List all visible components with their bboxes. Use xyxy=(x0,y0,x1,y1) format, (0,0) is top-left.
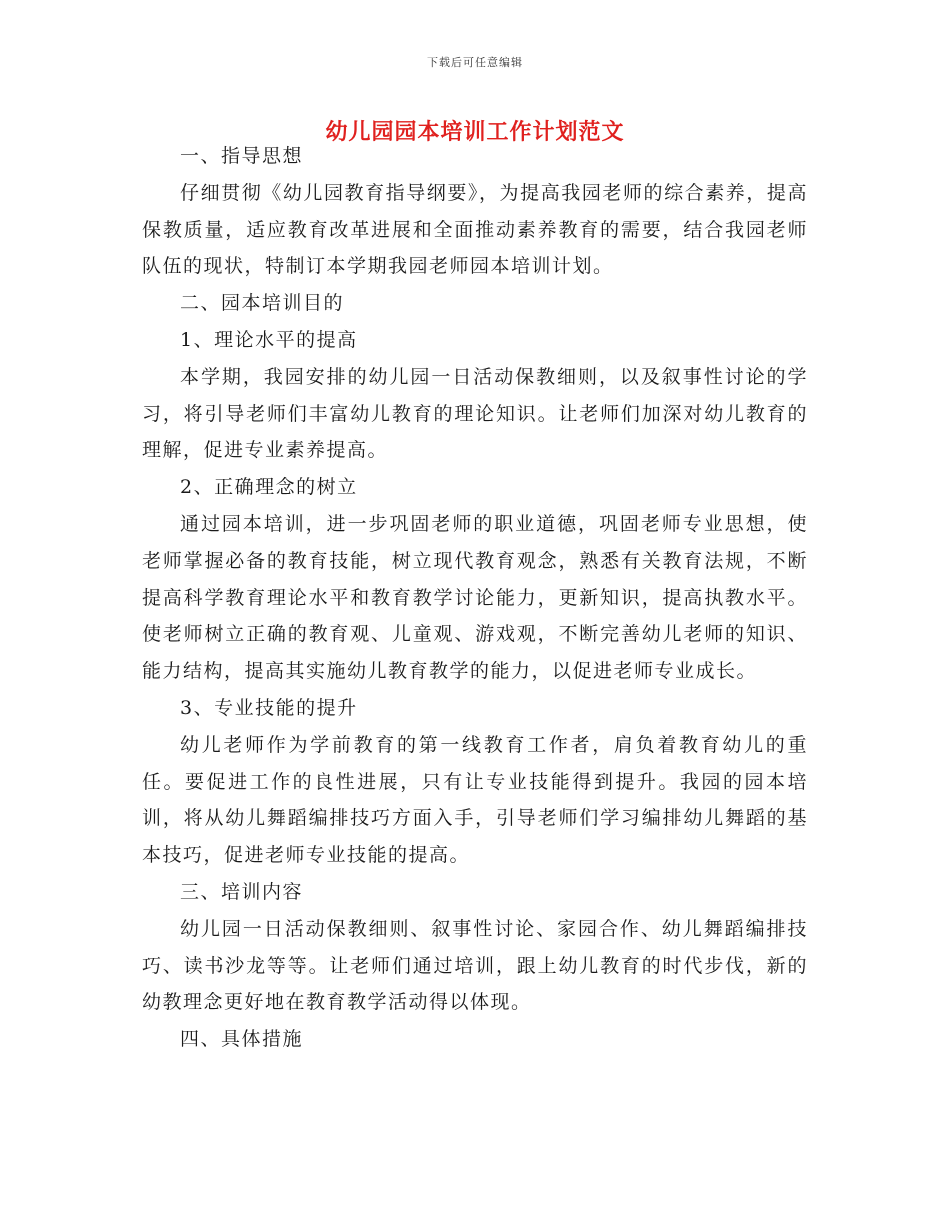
section-heading: 一、指导思想 xyxy=(180,145,304,167)
body-paragraph: 幼儿园一日活动保教细则、叙事性讨论、家园合作、幼儿舞蹈编排技巧、读书沙龙等等。让老师们通过培训，跟上幼儿教育的时代步伐，新的幼教理念更好地在教育教学活动得以体现。 xyxy=(142,917,808,1014)
document-body xyxy=(142,138,808,1058)
body-paragraph: 幼儿老师作为学前教育的第一线教育工作者，肩负着教育幼儿的重任。要促进工作的良性进展，只有让专业技能得到提升。我园的园本培训，将从幼儿舞蹈编排技巧方面入手，引导老师们学习编排幼儿舞蹈的基本技巧，促进老师专业技能的提高。 xyxy=(142,733,808,867)
document-title: 幼儿园园本培训工作计划范文 xyxy=(325,119,625,145)
subsection-heading: 2、正确理念的树立 xyxy=(180,476,358,499)
body-paragraph: 本学期，我园安排的幼儿园一日活动保教细则，以及叙事性讨论的学习，将引导老师们丰富幼儿教育的理论知识。让老师们加深对幼儿教育的理解，促进专业素养提高。 xyxy=(142,365,808,462)
body-paragraph: 通过园本培训，进一步巩固老师的职业道德，巩固老师专业思想，使老师掌握必备的教育技能，树立现代教育观念，熟悉有关教育法规，不断提高科学教育理论水平和教育教学讨论能力，更新知识，提高执教水平。使老师树立正确的教育观、儿童观、游戏观，不断完善幼儿老师的知识、能力结构，提高其实施幼儿教育教学的能力，以促进老师专业成长。 xyxy=(142,512,808,683)
body-paragraph: 仔细贯彻《幼儿园教育指导纲要》，为提高我园老师的综合素养，提高保教质量，适应教育改革进展和全面推动素养教育的需要，结合我园老师队伍的现状，特制订本学期我园老师园本培训计划。 xyxy=(142,181,808,278)
subsection-heading: 1、理论水平的提高 xyxy=(180,328,358,351)
section-heading: 二、园本培训目的 xyxy=(180,292,345,315)
subsection-heading: 3、专业技能的提升 xyxy=(180,696,358,719)
section-heading: 四、具体措施 xyxy=(180,1028,304,1051)
header-note: 下载后可任意编辑 xyxy=(427,56,523,69)
section-heading: 三、培训内容 xyxy=(180,880,304,903)
